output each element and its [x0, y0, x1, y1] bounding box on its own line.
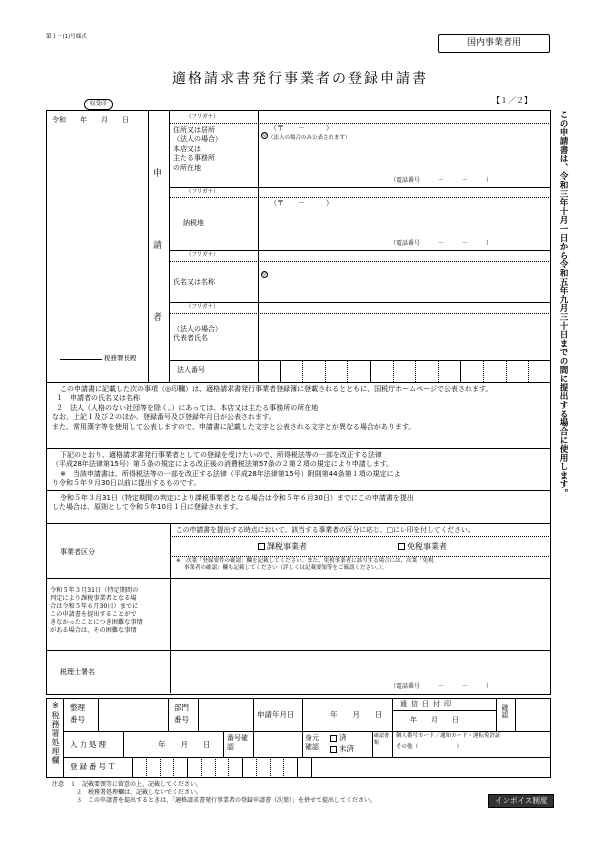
form-number: 第１－(1)号様式 — [46, 34, 87, 40]
checkbox-icon — [258, 543, 265, 550]
exempt-business-checkbox[interactable]: 免税事業者 — [398, 542, 447, 553]
identity-check-label: 身元確認 — [305, 734, 319, 752]
application-date-label: 申請年月日 — [257, 710, 295, 719]
domestic-business-badge: 国内事業者用 — [438, 34, 550, 53]
verification-docs-options: 個人番号カード／通知カード・運転免許証 — [396, 733, 501, 739]
tax-place-postal: （〒 － ） — [270, 199, 333, 207]
footnotes: 注意 １ 記載要領等に留意の上、記載してください。 ２ 税務署処理欄は、記載しないでください。 ３ この申請書を提出するときは、「適格請求書発行事業者の登録申請書（次葉）」を併せて提出してください。 — [52, 781, 377, 804]
address-phone: （電話番号 － － ） — [390, 177, 493, 184]
corp-only-note: （法人の場合のみ公表されます） — [268, 135, 351, 141]
business-type-instruction: この申請書を提出する時点において、該当する事業者の区分に応じ、□にレ印を付してください。 — [176, 526, 475, 534]
number-check-label: 番号確認 — [227, 734, 248, 752]
tax-accountant-label: 税理士署名 — [60, 668, 95, 676]
invoice-system-badge: インボイス制度 — [488, 794, 554, 808]
office-use-side-label: ※税務署処理欄 — [51, 701, 60, 765]
identity-done-checkbox[interactable]: 済 — [330, 733, 347, 743]
tax-place-input[interactable] — [262, 210, 548, 240]
page-title: 適格請求書発行事業者の登録申請書 — [172, 71, 428, 87]
tax-accountant-input[interactable] — [174, 654, 548, 680]
bumon-number-label: 番号 — [174, 715, 189, 724]
difficulty-input[interactable] — [174, 582, 548, 648]
input-processing-label: 入力処理 — [70, 740, 108, 749]
corp-number-boxes[interactable] — [258, 360, 551, 382]
registration-number-boxes[interactable] — [132, 757, 312, 778]
furigana-label-address: （フリガナ） — [186, 114, 219, 120]
declaration-text: 下記のとおり、適格請求書発行事業者としての登録を受けたいので、所得税法等の一部を改正する法律 （平成28年法律第15号）第５条の規定による改正後の消費税法第57条の２第２項の規定により申請します。 ※ 当該申請書は、所得税法等の一部を改正する法律（平成28年法律第15号）附則第44条第１項の規定によ り令和５年９月30日以前に提出するものです。 — [52, 451, 401, 488]
name-input[interactable] — [272, 263, 548, 299]
registration-number-label: 登録番号Ｔ — [70, 762, 118, 771]
publication-notice: この申請書に記載した次の事項（◎印欄）は、適格請求書発行事業者登録簿に登載されるとともに、国税庁ホームページで公表されます。 １ 申請者の氏名又は名称 ２ 法人（人格のない社団等を除く。）にあっては、本店又は主たる事務所の所在地 なお、上記１及び２のほか、登録番号及び登録年月日が公表されます。 また、常用漢字等を使用して公表しますので、申請書に記載した文字と公表される文字とが異なる場合があります。 — [52, 385, 493, 431]
applicant-char-2: 請 — [153, 241, 163, 251]
taxable-business-checkbox[interactable]: 課税事業者 — [258, 542, 307, 553]
public-mark-icon: ◎ — [262, 132, 267, 138]
business-type-label: 事業者区分 — [60, 548, 95, 556]
page-indicator: 【１／２】 — [492, 96, 532, 105]
address-postal: （〒 － ） — [270, 124, 333, 132]
representative-label: （法人の場合） 代表者氏名 — [173, 325, 222, 343]
representative-input[interactable] — [262, 315, 548, 359]
kakunin-label: 確認 — [501, 704, 509, 718]
checkbox-icon — [398, 543, 405, 550]
verification-docs-other: その他（ ） — [396, 744, 463, 750]
checkbox-icon — [330, 735, 337, 742]
input-processing-date: 年 月 日 — [158, 740, 211, 749]
tax-place-label: 納税地 — [183, 219, 204, 227]
application-date-value: 年 月 日 — [330, 710, 383, 719]
seiri-label: 整理 — [70, 703, 85, 712]
public-mark-icon: ◎ — [262, 271, 267, 277]
name-public-mark — [261, 264, 268, 283]
address-label: 住所又は居所 （法人の場合） 本店又は 主たる事務所 の所在地 — [173, 126, 222, 172]
tsushin-date-value: 年 月 日 — [410, 716, 459, 724]
seiri-number-label: 番号 — [70, 715, 85, 724]
tax-office-name: 税務署長殿 — [60, 354, 137, 362]
tsushin-label: 通信日付印 — [400, 700, 455, 708]
name-label: 氏名又は名称 — [173, 278, 215, 286]
tax-place-phone: （電話番号 － － ） — [390, 240, 493, 247]
tax-accountant-phone: （電話番号 － － ） — [390, 683, 493, 690]
deadline-text: 令和５年３月31日（特定期間の判定により課税事業者となる場合は令和５年６月30日）までにこの申請書を提出 した場合は、原則として令和５年10月１日に登録されます。 — [52, 494, 414, 512]
business-type-note: ※ 次葉「登録要件の確認」欄を記載してください。また、免税事業者に該当する場合には、次葉「免税 事業者の確認」欄も記載してください（詳しくは記載要領等をご確認ください。）。 — [176, 558, 434, 572]
difficulty-label: 令和５年３月31日（特定期間の 判定により課税事業者となる場 合は令和５年６月30日）までに この申請書を提出することがで きなかったことにつき困難な事情 がある場合は、その困難な事情 — [50, 587, 143, 635]
furigana-label-taxplace: （フリガナ） — [186, 189, 219, 195]
bumon-label: 部門 — [174, 703, 189, 712]
corp-number-label: 法人番号 — [177, 366, 205, 374]
receipt-stamp: 収受印 — [84, 99, 113, 110]
applicant-char-3: 者 — [153, 313, 163, 323]
furigana-label-rep: （フリガナ） — [186, 304, 219, 310]
address-public-mark — [261, 125, 268, 144]
application-date: 令和 年 月 日 — [52, 116, 129, 124]
checkbox-icon — [330, 746, 337, 753]
address-input[interactable] — [262, 145, 548, 177]
side-usage-note: この申請書は、令和三年十月一日から令和五年九月三十日までの間に提出する場合に使用します。 — [558, 110, 568, 498]
applicant-char-1: 申 — [153, 169, 163, 179]
verification-docs-label: 確認書類 — [374, 733, 390, 746]
furigana-label-name: （フリガナ） — [186, 252, 219, 258]
identity-notdone-checkbox[interactable]: 未済 — [330, 744, 354, 754]
